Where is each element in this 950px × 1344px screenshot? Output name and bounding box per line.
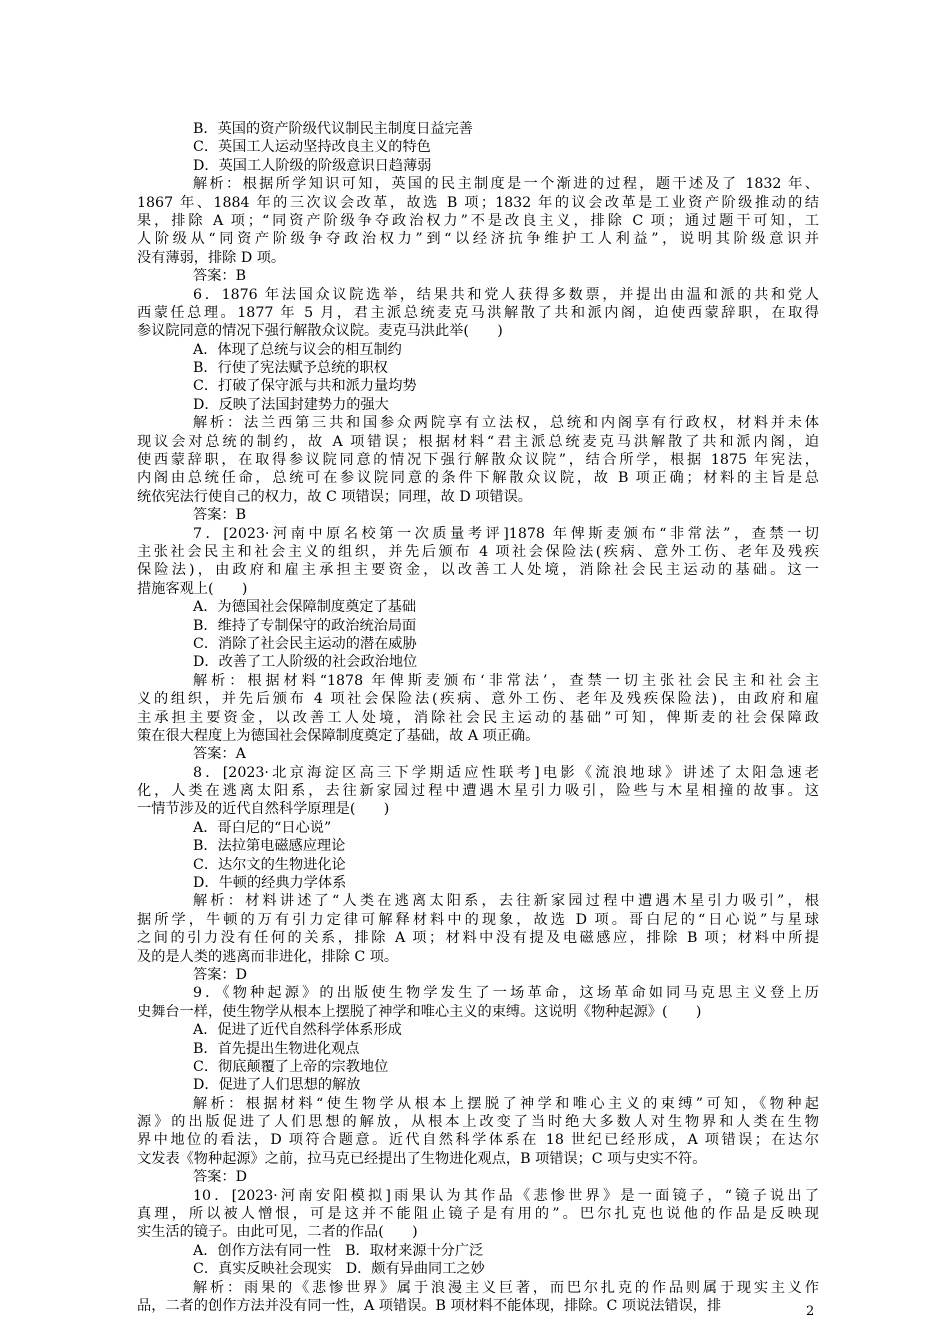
document-body [137, 120, 819, 1315]
option-line: B．法拉第电磁感应理论 [193, 838, 346, 855]
paragraph-line: 义的组织，并先后颁布 4 项社会保险法(疾病、意外工伤、老年及残疾保险法)，由政府和雇 [137, 691, 819, 708]
option-line: D．英国工人阶级的阶级意识日趋薄弱 [193, 157, 432, 174]
option-line: B．行使了宪法赋予总统的职权 [193, 360, 388, 377]
option-line: 答案：B [193, 507, 246, 524]
paragraph-line: 使西蒙辞职，在取得参议院同意的情况下强行解散众议院”，结合所学，根据 1875 年宪法， [137, 452, 819, 469]
paragraph-line: 内阁由总统任命，总统可在参议院同意的条件下解散众议院，故 B 项正确；材料的主旨是总 [137, 470, 819, 487]
paragraph-line: 化，人类在逃离太阳系，去往新家园过程中遭遇木星引力吸引，险些与木星相撞的故事。这 [137, 783, 819, 800]
paragraph-line: 措施客观上( ) [137, 580, 248, 597]
paragraph-line: 保险法)，由政府和雇主承担主要资金，以改善工人处境，消除社会民主运动的基础。这一 [137, 562, 819, 579]
page-number: 2 [806, 1304, 815, 1319]
paragraph-first-line: 7．[2023·河南中原名校第一次质量考评]1878 年俾斯麦颁布“非常法”，查禁一切 [193, 525, 819, 542]
option-line: D．反映了法国封建势力的强大 [193, 396, 389, 413]
paragraph-line: 策在很大程度上为德国社会保障制度奠定了基础，故 A 项正确。 [137, 727, 540, 744]
paragraph-first-line: 解析：雨果的《悲惨世界》属于浪漫主义巨著，而巴尔扎克的作品则属于现实主义作 [193, 1279, 819, 1296]
paragraph-line: 文发表《物种起源》之前，拉马克已经提出了生物进化观点，B 项错误；C 项与史实不符。 [137, 1150, 707, 1167]
paragraph-line: 界中地位的看法，D 项符合题意。近代自然科学体系在 18 世纪已经形成，A 项错误；在达尔 [137, 1132, 819, 1149]
paragraph-line: 参议院同意的情况下强行解散众议院。麦克马洪此举( ) [137, 323, 503, 340]
paragraph-first-line: 解析：材料讲述了“人类在逃离太阳系，去往新家园过程中遭遇木星引力吸引”，根 [193, 893, 819, 910]
paragraph-line: 实生活的镜子。由此可见，二者的作品( ) [137, 1224, 418, 1241]
paragraph-line: 据所学，牛顿的万有引力定律可解释材料中的现象，故选 D 项。哥白尼的“日心说”与星球 [137, 911, 819, 928]
option-line: A．创作方法有同一性 B．取材来源十分广泛 [193, 1242, 484, 1259]
paragraph-line: 1867 年、1884 年的三次议会改革，故选 B 项；1832 年的议会改革是工业资产阶级推动的结 [137, 194, 819, 211]
option-line: C．英国工人运动坚持改良主义的特色 [193, 139, 431, 156]
option-line: A．促进了近代自然科学体系形成 [193, 1022, 402, 1039]
paragraph-first-line: 解析：法兰西第三共和国参众两院享有立法权，总统和内阁享有行政权，材料并未体 [193, 415, 819, 432]
option-line: C．打破了保守派与共和派力量均势 [193, 378, 417, 395]
paragraph-line: 及的是人类的逃离而非进化，排除 C 项。 [137, 948, 399, 965]
paragraph-line: 现议会对总统的制约，故 A 项错误；根据材料“君主派总统麦克马洪解散了共和派内阁，迫 [137, 433, 819, 450]
paragraph-line: 史舞台一样，使生物学从根本上摆脱了神学和唯心主义的束缚。这说明《物种起源》( ) [137, 1003, 702, 1020]
option-line: B．英国的资产阶级代议制民主制度日益完善 [193, 121, 473, 137]
option-line: D．促进了人们思想的解放 [193, 1077, 361, 1094]
paragraph-line: 统依宪法行使自己的权力，故 C 项错误；同理，故 D 项错误。 [137, 488, 532, 505]
paragraph-first-line: 解析：根据材料“1878 年俾斯麦颁布‘非常法’，查禁一切主张社会民主和社会主 [193, 672, 819, 689]
option-line: D．改善了工人阶级的社会政治地位 [193, 654, 418, 671]
paragraph-line: 品，二者的创作方法并没有同一性，A 项错误。B 项材料不能体现，排除。C 项说法错误，排 [137, 1298, 722, 1314]
paragraph-line: 源》的出版促进了人们思想的解放，从根本上改变了当时绝大多数人对生物界和人类在生物 [137, 1114, 819, 1131]
paragraph-first-line: 6．1876 年法国众议院选举，结果共和党人获得多数票，并提出由温和派的共和党人 [193, 286, 819, 303]
option-line: A．哥白尼的“日心说” [193, 819, 332, 836]
paragraph-line: 真理，所以被人憎恨，可是这并不能阻止镜子是有用的”。巴尔扎克也说他的作品是反映现 [137, 1206, 819, 1223]
option-line: C．达尔文的生物进化论 [193, 856, 346, 873]
option-line: 答案：B [193, 268, 246, 285]
option-line: 答案：D [193, 1169, 247, 1186]
paragraph-line: 一情节涉及的近代自然科学原理是( ) [137, 801, 390, 818]
paragraph-first-line: 解析：根据材料“使生物学从根本上摆脱了神学和唯心主义的束缚”可知，《物种起 [193, 1095, 819, 1112]
option-line: D．牛顿的经典力学体系 [193, 875, 347, 892]
paragraph-line: 之间的引力没有任何的关系，排除 A 项；材料中没有提及电磁感应，排除 B 项；材料中所提 [137, 930, 819, 947]
paragraph-first-line: 10．[2023·河南安阳模拟]雨果认为其作品《悲惨世界》是一面镜子，“镜子说出了 [193, 1187, 819, 1204]
option-line: A．体现了总统与议会的相互制约 [193, 341, 402, 358]
paragraph-first-line: 9．《物种起源》的出版使生物学发生了一场革命，这场革命如同马克思主义登上历 [193, 985, 819, 1002]
paragraph-line: 人阶级从“同资产阶级争夺政治权力”到“以经济抗争维护工人利益”，说明其阶级意识并 [137, 231, 819, 248]
option-line: C．彻底颠覆了上帝的宗教地位 [193, 1058, 389, 1075]
paragraph-first-line: 8．[2023·北京海淀区高三下学期适应性联考]电影《流浪地球》讲述了太阳急速老 [193, 764, 819, 781]
option-line: C．消除了社会民主运动的潜在威胁 [193, 635, 417, 652]
paragraph-line: 主张社会民主和社会主义的组织，并先后颁布 4 项社会保险法(疾病、意外工伤、老年及残疾 [137, 543, 819, 560]
option-line: 答案：D [193, 966, 247, 983]
option-line: 答案：A [193, 746, 246, 763]
paragraph-line: 没有薄弱，排除 D 项。 [137, 249, 286, 266]
option-line: A．为德国社会保障制度奠定了基础 [193, 599, 417, 616]
option-line: B．维持了专制保守的政治统治局面 [193, 617, 417, 634]
paragraph-line: 果，排除 A 项；“同资产阶级争夺政治权力”不是改良主义，排除 C 项；通过题干可知，工 [137, 212, 819, 229]
option-line: C．真实反映社会现实 D．颇有异曲同工之妙 [193, 1261, 485, 1278]
paragraph-line: 主承担主要资金，以改善工人处境，消除社会民主运动的基础”可知，俾斯麦的社会保障政 [137, 709, 819, 726]
paragraph-first-line: 解析：根据所学知识可知，英国的民主制度是一个渐进的过程，题干述及了 1832 年、 [193, 176, 819, 193]
paragraph-line: 西蒙任总理。1877 年 5 月，君主派总统麦克马洪解散了共和派内阁，迫使西蒙辞职，在取得 [137, 304, 819, 321]
option-line: B．首先提出生物进化观点 [193, 1040, 360, 1057]
